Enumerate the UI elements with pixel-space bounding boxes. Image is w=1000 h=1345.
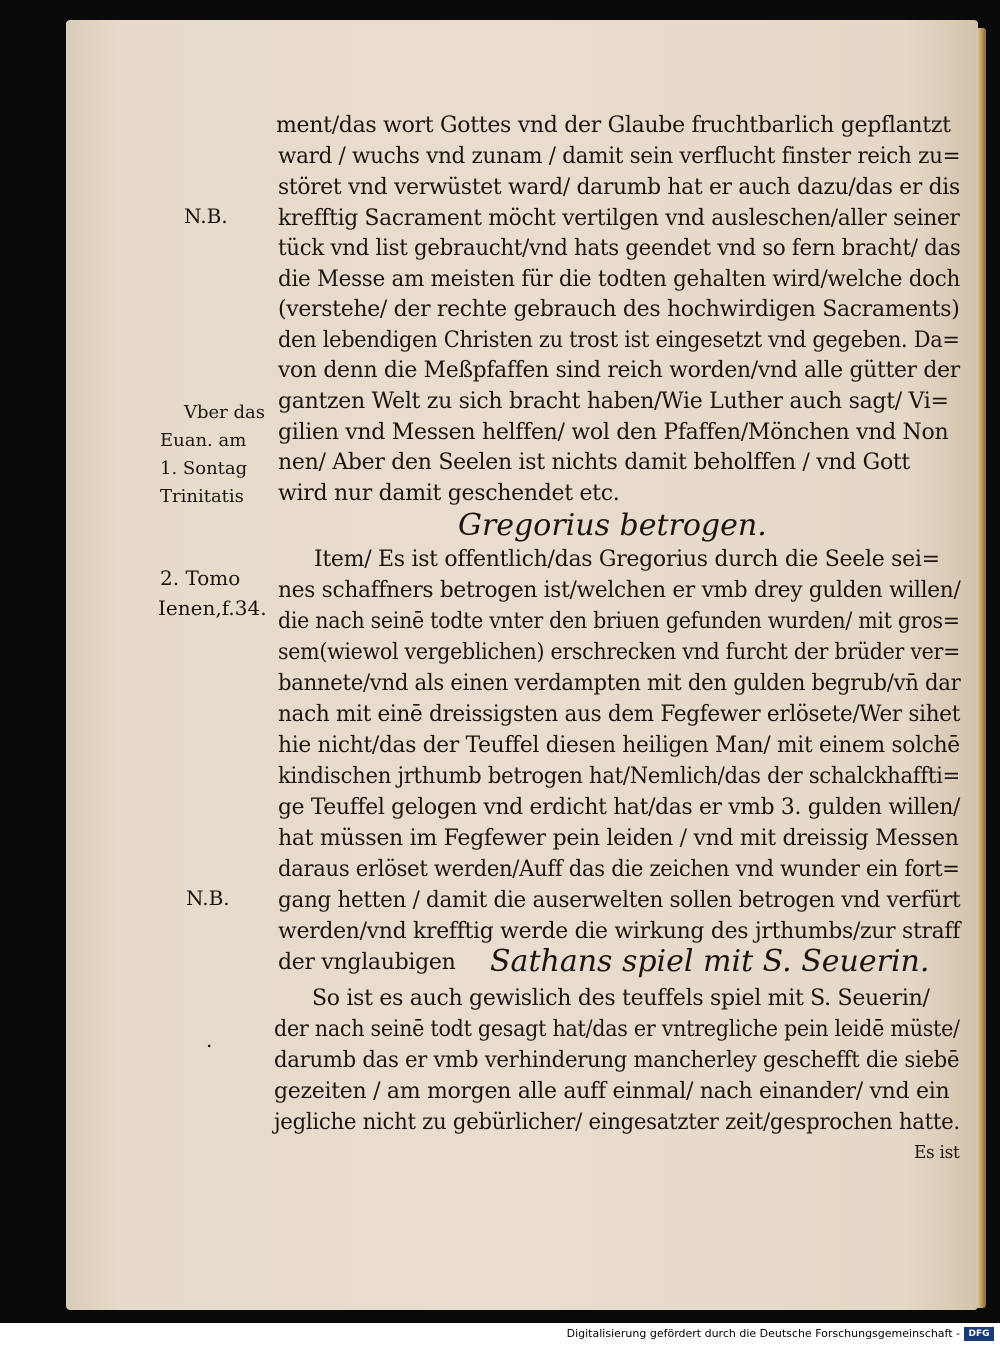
margin-note-ref: Euan. am — [160, 430, 247, 451]
margin-note-nb: N.B. — [184, 204, 228, 228]
text-line: gezeiten / am morgen alle auff einmal/ nach einander/ vnd ein — [274, 1079, 950, 1104]
text-line: darumb das er vmb verhinderung mancherley geschefft die siebē — [274, 1048, 960, 1073]
text-line: nes schaffners betrogen ist/welchen er vmb drey gulden willen/ — [278, 578, 961, 603]
text-line: nen/ Aber den Seelen ist nichts damit beholffen / vnd Gott — [278, 450, 910, 475]
margin-note-nb: N.B. — [186, 886, 230, 910]
text-line: bannete/vnd als einen verdampten mit den gulden begrub/vn̄ dar — [278, 671, 961, 696]
text-line: Item/ Es ist offentlich/das Gregorius durch die Seele sei= — [314, 547, 940, 572]
book-page — [66, 20, 978, 1310]
text-line: ment/das wort Gottes vnd der Glaube fruchtbarlich gepflantzt — [276, 113, 951, 138]
text-line: So ist es auch gewislich des teuffels spiel mit S. Seuerin/ — [312, 986, 930, 1011]
text-line: ward / wuchs vnd zunam / damit sein verflucht finster reich zu= — [278, 144, 961, 169]
text-line: kindischen jrthumb betrogen hat/Nemlich/das der schalckhaffti= — [278, 764, 960, 789]
text-line: störet vnd verwüstet ward/ darumb hat er auch dazu/das er dis — [278, 175, 960, 200]
dfg-logo: DFG — [964, 1327, 994, 1341]
footer-bar — [0, 1323, 1000, 1345]
text-line: die nach seinē todte vnter den briuen gefunden wurden/ mit gros= — [278, 609, 960, 634]
margin-note-ref: Ienen,f.34. — [158, 596, 267, 620]
text-line: (verstehe/ der rechte gebrauch des hochwirdigen Sacraments) — [278, 297, 960, 322]
funding-notice: Digitalisierung gefördert durch die Deutsche Forschungsgemeinschaft - — [566, 1327, 960, 1340]
text-line: wird nur damit geschendet etc. — [278, 481, 620, 506]
text-line: jegliche nicht zu gebürlicher/ eingesatzter zeit/gesprochen hatte. — [274, 1110, 960, 1135]
text-line: hie nicht/das der Teuffel diesen heiligen Man/ mit einem solchē — [278, 733, 960, 758]
margin-note-ref: Trinitatis — [160, 486, 244, 507]
text-line: gantzen Welt zu sich bracht haben/Wie Luther auch sagt/ Vi= — [278, 389, 949, 414]
text-line: von denn die Meßpfaffen sind reich worden/vnd alle gütter der — [278, 358, 960, 383]
text-line: daraus erlöset werden/Auff das die zeichen vnd wunder ein fort= — [278, 857, 960, 882]
text-line: krefftig Sacrament möcht vertilgen vnd ausleschen/aller seiner — [278, 206, 960, 231]
text-line: der nach seinē todt gesagt hat/das er vntregliche pein leidē müste/ — [274, 1017, 960, 1042]
section-heading: Sathans spiel mit S. Seuerin. — [490, 944, 930, 979]
text-line: den lebendigen Christen zu trost ist eingesetzt vnd gegeben. Da= — [278, 328, 960, 353]
text-line: hat müssen im Fegfewer pein leiden / vnd mit dreissig Messen — [278, 826, 959, 851]
margin-note-ref: 1. Sontag — [160, 458, 248, 479]
catchword: Es ist — [914, 1142, 960, 1163]
section-heading: Gregorius betrogen. — [458, 508, 767, 543]
margin-note-ref: 2. Tomo — [160, 566, 241, 590]
text-line: der vnglaubigen — [278, 950, 456, 975]
text-line: werden/vnd krefftig werde die wirkung des jrthumbs/zur straff — [278, 919, 961, 944]
text-line: die Messe am meisten für die todten gehalten wird/welche doch — [278, 267, 961, 292]
text-line: ge Teuffel gelogen vnd erdicht hat/das er vmb 3. gulden willen/ — [278, 795, 961, 820]
text-line: gilien vnd Messen helffen/ wol den Pfaffen/Mönchen vnd Non — [278, 420, 949, 445]
text-line: sem(wiewol vergeblichen) erschrecken vnd furcht der brüder ver= — [278, 640, 961, 665]
text-line: nach mit einē dreissigsten aus dem Fegfewer erlösete/Wer sihet — [278, 702, 961, 727]
text-line: tück vnd list gebraucht/vnd hats geendet vnd so fern bracht/ das — [278, 236, 961, 261]
margin-note-ref: Vber das — [184, 402, 265, 423]
margin-note-dot: . — [206, 1028, 213, 1052]
text-line: gang hetten / damit die auserwelten sollen betrogen vnd verfürt — [278, 888, 961, 913]
